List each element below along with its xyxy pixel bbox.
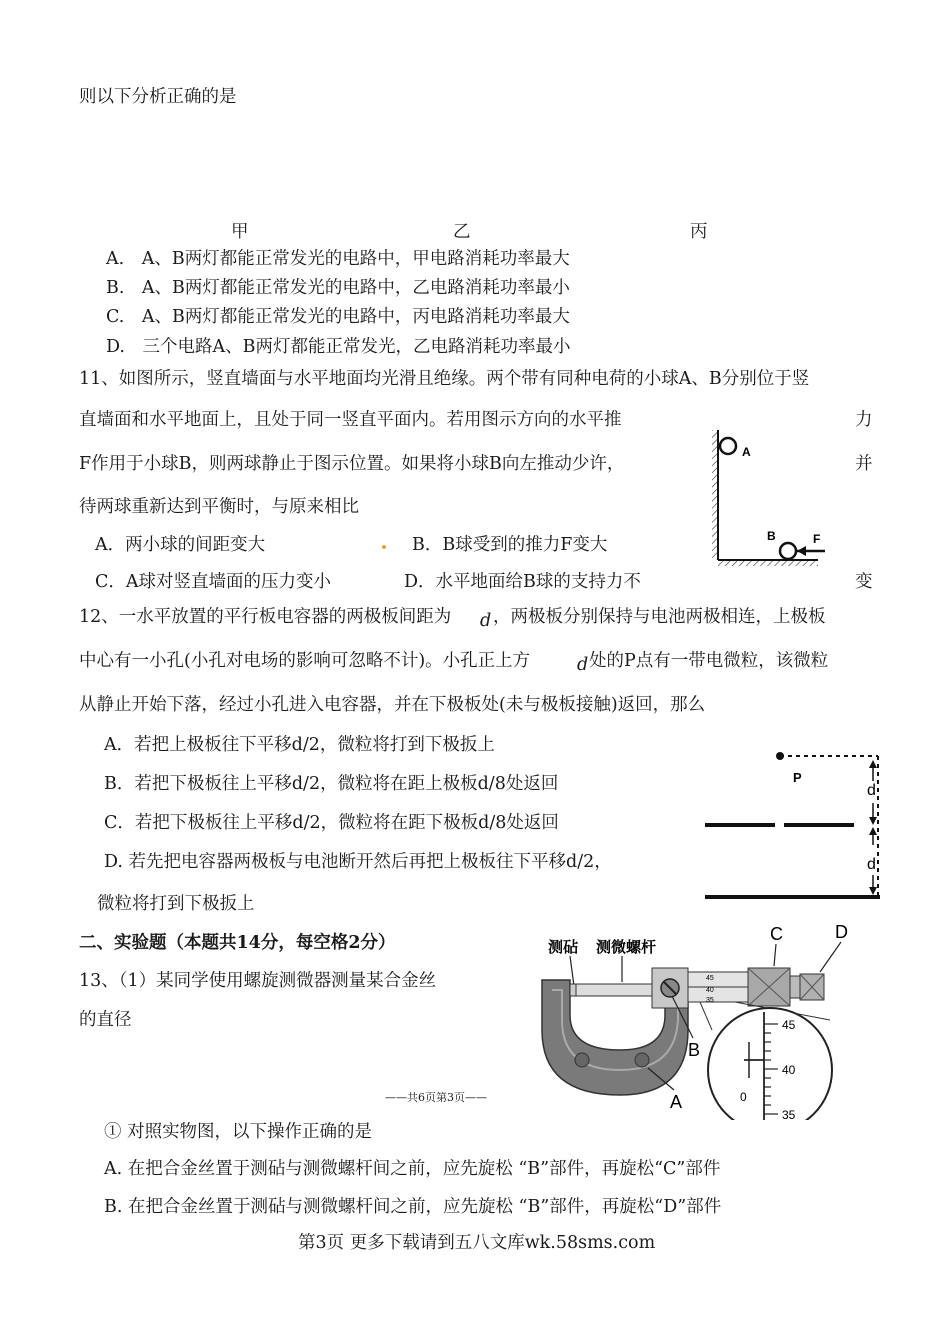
- dim-arrow-1-bottom-head: [869, 817, 877, 825]
- anvil-label: 测砧: [548, 939, 579, 956]
- zoom-line-1: [700, 1002, 712, 1030]
- q11-line-3: F作用于小球B，则两球静止于图示位置。如果将小球B向左推动少许，: [79, 454, 625, 474]
- q11-option-d-tail: 变: [855, 572, 873, 592]
- q12-line-1b: ，两极板分别保持与电池两极相连，上极板: [493, 607, 826, 627]
- spindle: [576, 984, 658, 996]
- capacitor-figure: [700, 745, 890, 905]
- q11-option-a: A．两小球的间距变大: [95, 535, 266, 555]
- force-label: F: [813, 532, 821, 546]
- section-2-heading: 二、实验题（本题共14分，每空格2分）: [79, 933, 396, 953]
- q12-line-1a: 12、一水平放置的平行板电容器的两极板间距为: [79, 607, 452, 627]
- q11-line-2-tail: 力: [855, 410, 873, 430]
- footer: 第3页 更多下载请到五八文库wk.58sms.com: [298, 1233, 656, 1253]
- q10-option-a: A. A、B两灯都能正常发光的电路中，甲电路消耗功率最大: [106, 249, 570, 269]
- zoom-circle: [708, 1008, 832, 1120]
- q13-question-1: ① 对照实物图，以下操作正确的是: [104, 1122, 373, 1142]
- page-note: ——共6页第3页——: [385, 1091, 487, 1104]
- q12-option-b: B．若把下极板往上平移d/2，微粒将在距上极板d/8处返回: [104, 774, 559, 794]
- dim-arrow-2-bottom-head: [869, 887, 877, 895]
- label-a: A: [670, 1092, 683, 1112]
- ball-b-label: B: [767, 529, 776, 543]
- q12-d-symbol-2: d: [577, 655, 589, 675]
- q12-line-3: 从静止开始下落，经过小孔进入电容器，并在下极板处(未与极板接触)返回，那么: [79, 695, 706, 715]
- q11-option-c: C．A球对竖直墙面的压力变小: [95, 572, 332, 592]
- frame-screw-left: [575, 1053, 589, 1067]
- zoom-scale-35: 35: [782, 1108, 796, 1120]
- q13-line-2: 的直径: [79, 1010, 132, 1030]
- q11-option-d: D．水平地面给B球的支持力不: [404, 572, 641, 592]
- stray-dot: [382, 545, 386, 549]
- ball-a: [720, 438, 736, 454]
- q11-line-1: 11、如图所示，竖直墙面与水平地面均光滑且绝缘。两个带有同种电荷的小球A、B分别位于竖: [79, 369, 810, 389]
- label-c-pointer: [774, 944, 776, 966]
- circuit-label-jia: 甲: [231, 222, 249, 242]
- label-c: C: [770, 924, 783, 944]
- q11-option-b: B．B球受到的推力F变大: [412, 535, 608, 555]
- wall-floor-figure: [710, 425, 830, 570]
- q13-line-1: 13、（1）某同学使用螺旋测微器测量某合金丝: [79, 971, 437, 991]
- dim-label-d1: d: [867, 782, 876, 799]
- force-arrow-head: [797, 546, 806, 556]
- q10-option-c: C. A、B两灯都能正常发光的电路中，丙电路消耗功率最大: [106, 307, 570, 327]
- label-b: B: [688, 1040, 701, 1060]
- sleeve-scale-35: 35: [706, 997, 714, 1004]
- q12-option-d: D. 若先把电容器两极板与电池断开然后再把上极板往下平移d/2，: [104, 852, 612, 872]
- sleeve-scale-45: 45: [706, 975, 714, 982]
- q12-option-a: A．若把上极板往下平移d/2，微粒将打到下极扳上: [104, 735, 495, 755]
- zoom-scale-40: 40: [782, 1063, 796, 1077]
- label-d: D: [835, 922, 848, 942]
- q11-line-2: 直墙面和水平地面上，且处于同一竖直平面内。若用图示方向的水平推: [79, 410, 622, 430]
- dim-label-d2: d: [867, 856, 876, 873]
- zoom-scale-45: 45: [782, 1018, 796, 1032]
- intro-text: 则以下分析正确的是: [79, 87, 237, 107]
- q12-option-d-cont: 微粒将打到下极扳上: [97, 894, 255, 914]
- dim-arrow-2-top-head: [869, 827, 877, 835]
- circuit-label-yi: 乙: [453, 222, 471, 242]
- q13-option-a: A. 在把合金丝置于测砧与测微螺杆间之前，应先旋松 “B”部件，再旋松“C”部件: [104, 1159, 721, 1179]
- ball-a-label: A: [742, 445, 751, 459]
- q13-option-b: B. 在把合金丝置于测砧与测微螺杆间之前，应先旋松 “B”部件，再旋松“D”部件: [104, 1197, 722, 1217]
- q11-line-4: 待两球重新达到平衡时，与原来相比: [79, 497, 359, 517]
- label-d-pointer: [820, 942, 841, 972]
- point-p-label: P: [793, 770, 802, 785]
- ball-b: [780, 543, 796, 559]
- thimble-neck: [790, 976, 800, 998]
- q11-line-3-tail: 并: [855, 454, 873, 474]
- q10-option-d: D. 三个电路A、B两灯都能正常发光，乙电路消耗功率最小: [106, 337, 571, 357]
- circuit-label-bing: 丙: [690, 222, 708, 242]
- dim-arrow-1-top-head: [869, 760, 877, 768]
- frame-screw-right: [635, 1053, 649, 1067]
- q12-option-c: C．若把下极板往上平移d/2，微粒将在距下极板d/8处返回: [104, 813, 559, 833]
- q12-line-2a: 中心有一小孔(小孔对电场的影响可忽略不计)。小孔正上方: [79, 651, 531, 671]
- zoom-scale-0: 0: [740, 1090, 747, 1104]
- q10-option-b: B. A、B两灯都能正常发光的电路中，乙电路消耗功率最小: [106, 278, 570, 298]
- micrometer-figure: [530, 920, 860, 1120]
- anvil: [570, 984, 576, 996]
- q12-d-symbol-1: d: [480, 611, 492, 631]
- q12-line-2b: 处的P点有一带电微粒，该微粒: [589, 651, 829, 671]
- spindle-label: 测微螺杆: [596, 939, 657, 956]
- sleeve-scale-40: 40: [706, 987, 714, 994]
